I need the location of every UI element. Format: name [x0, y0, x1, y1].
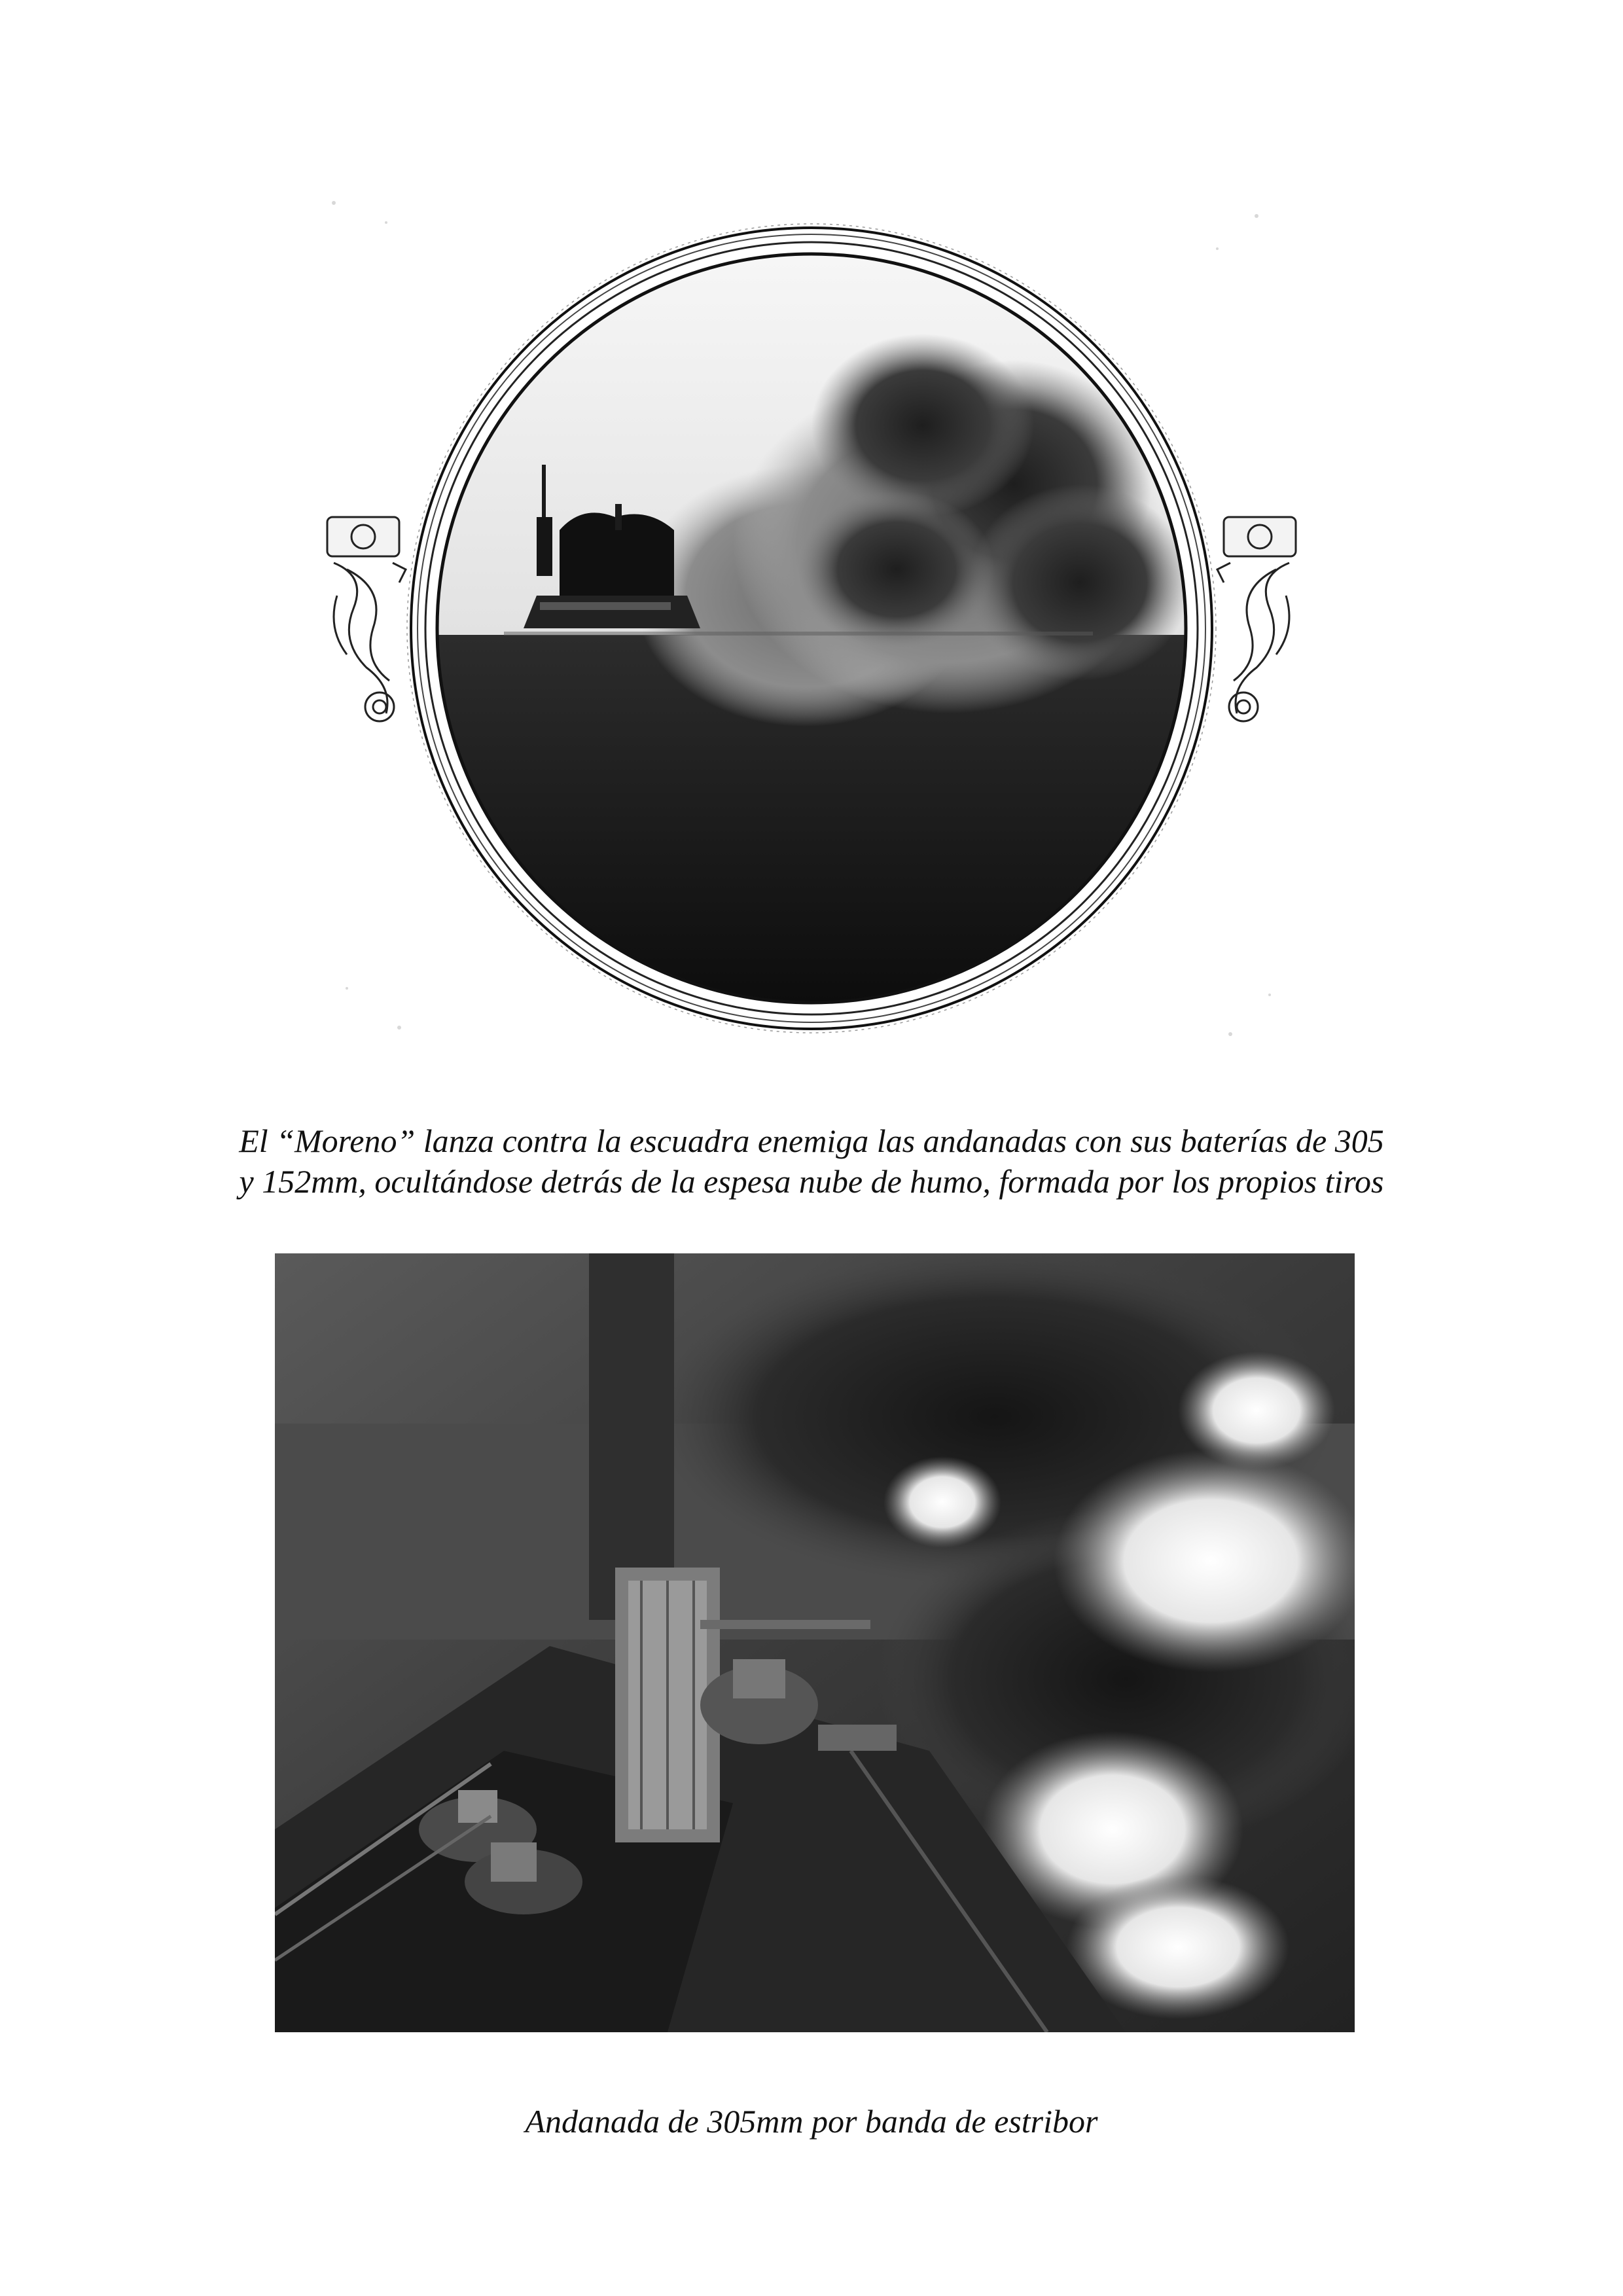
- muzzle-flash: [1054, 1450, 1355, 1672]
- right-scroll-ornament: [1217, 517, 1296, 721]
- muzzle-flash: [883, 1456, 1001, 1548]
- left-scroll-ornament: [327, 517, 406, 721]
- figure-caption-1: [0, 1121, 1623, 1202]
- caption-line: El “Moreno” lanza contra la escuadra enemiga las andanadas con sus baterías de 305: [239, 1122, 1384, 1159]
- medallion-photograph: [308, 177, 1315, 1067]
- caption-line: y 152mm, ocultándose detrás de la espesa nube de humo, formada por los propios tiros: [239, 1163, 1384, 1200]
- muzzle-flash: [1178, 1352, 1335, 1469]
- figure-caption-2: [0, 2101, 1623, 2142]
- caption-line: Andanada de 305mm por banda de estribor: [525, 2103, 1098, 2140]
- salvo-photograph: [275, 1253, 1355, 2032]
